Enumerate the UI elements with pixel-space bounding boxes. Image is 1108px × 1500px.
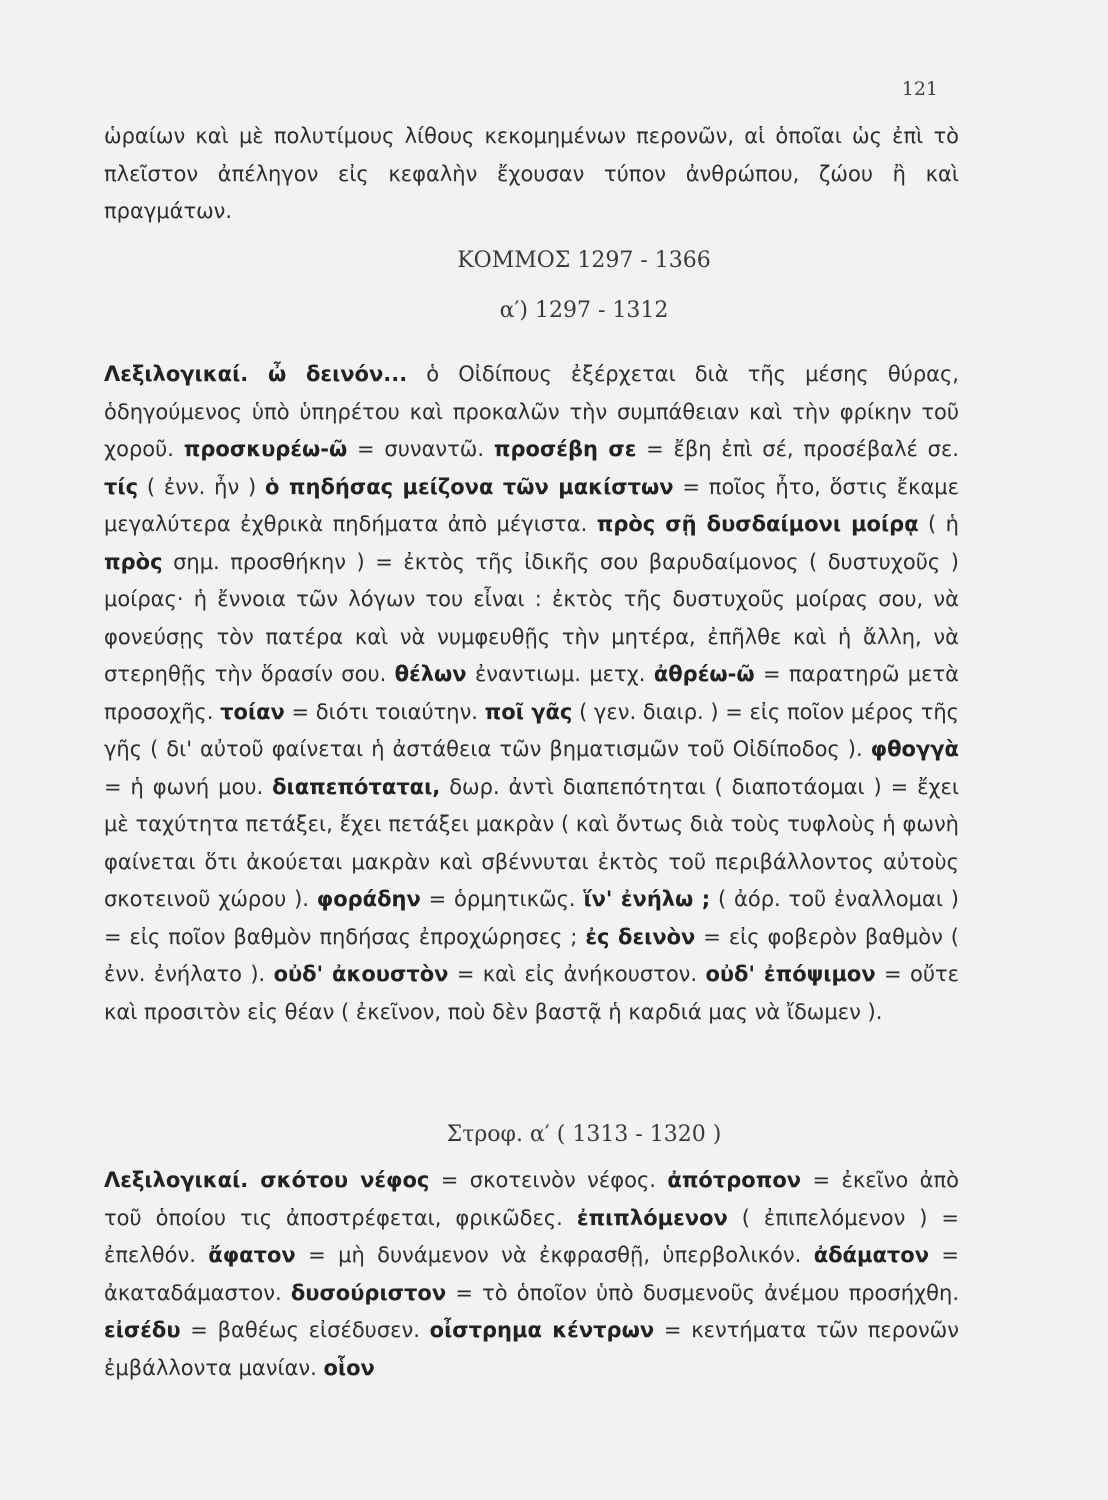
glossary-definition: = καὶ εἰς ἀνήκουστον. bbox=[448, 962, 706, 986]
glossary-term: οὐδ' ἀκουστὸν bbox=[273, 962, 449, 986]
page-number: 121 bbox=[901, 78, 938, 100]
glossary-definition: = βαθέως εἰσέδυσεν. bbox=[180, 1318, 430, 1342]
subsection-heading-1: α′) 1297 - 1312 bbox=[499, 298, 669, 323]
glossary-definition: ( γεν. διαιρ. ) = εἰς ποῖον μέρος τῆς γῆς ( δι' αὐτοῦ φαίνεται ἡ ἀστάθεια τῶν βηματισμῶν τοῦ Οἰδίποδος ). bbox=[104, 699, 959, 761]
glossary-definition: ( ἐπιπελόμενον ) = ἐπελθόν. bbox=[104, 1205, 959, 1267]
glossary-term: ἀθρέω-ῶ bbox=[653, 662, 755, 686]
glossary-definition: ἐναντιωμ. μετχ. bbox=[466, 662, 654, 686]
intro-paragraph bbox=[104, 118, 959, 231]
glossary-definition: ( ἡ bbox=[918, 512, 959, 536]
glossary-term: προσκυρέω-ῶ bbox=[183, 437, 348, 461]
glossary-definition: = ἔβη ἐπὶ σέ, προσέβαλέ σε. bbox=[636, 437, 959, 461]
glossary-term: ποῖ γᾶς bbox=[484, 699, 573, 724]
glossary-paragraph-2 bbox=[104, 1162, 959, 1387]
glossary-term: ἀδάματον bbox=[813, 1243, 929, 1267]
glossary-term: οἷον bbox=[323, 1355, 375, 1380]
glossary-definition: = τὸ ὁποῖον ὑπὸ δυσμενοῦς ἀνέμου προσήχθη. bbox=[446, 1280, 959, 1305]
glossary-term: ἀπότροπον bbox=[667, 1168, 802, 1192]
glossary-definition: ( ἀόρ. τοῦ ἐναλλομαι ) = εἰς ποῖον βαθμὸν πηδήσας ἐπροχώρησες ; bbox=[104, 887, 959, 949]
glossary-definition: = παρατηρῶ μετὰ προσοχῆς. bbox=[104, 662, 959, 724]
glossary-definition: = διότι τοιαύτην. bbox=[284, 699, 485, 724]
glossary-definition: σημ. προσθήκην ) = ἐκτὸς τῆς ἰδικῆς σου βαρυδαίμονος ( δυστυχοῦς ) μοίρας· ἡ ἔννοια τῶν λόγων του εἶναι : ἐκτὸς τῆς δυστυχοῦς μοίρας σου, νὰ φονεύσῃς τὸν πατέρα καὶ νὰ νυμφευθῇς τὴν μητέρα, ἐπῆλθε καὶ ἡ ἄλλη, νὰ στερηθῇς τὴν ὅρασίν σου. bbox=[104, 549, 959, 686]
glossary-definition: = ἀκαταδάμαστον. bbox=[104, 1243, 959, 1305]
glossary-term: ὁ πηδήσας μείζονα τῶν μακίστων bbox=[265, 474, 674, 499]
glossary-definition: = ποῖος ἦτο, ὅστις ἔκαμε μεγαλύτερα ἐχθρικὰ πηδήματα ἀπὸ μέγιστα. bbox=[104, 474, 960, 536]
section-heading-kommos: ΚΟΜΜΟΣ 1297 - 1366 bbox=[457, 248, 711, 273]
glossary-term: φοράδην bbox=[316, 887, 421, 911]
glossary-definition: = ἡ φωνή μου. bbox=[104, 774, 273, 799]
glossary-definition: = σκοτεινὸν νέφος. bbox=[429, 1168, 668, 1192]
glossary-term: ἵν' ἐνήλω ; bbox=[583, 887, 711, 911]
glossary-term: φθογγὰ bbox=[870, 737, 959, 761]
glossary-term: ἄφατον bbox=[208, 1243, 296, 1267]
glossary-definition: = μὴ δυνάμενον νὰ ἐκφρασθῇ, ὑπερβολικόν. bbox=[295, 1243, 814, 1267]
section-heading-stroph: Στροφ. α′ ( 1313 - 1320 ) bbox=[446, 1122, 722, 1147]
glossary-definition: ( ἐνν. ἦν ) bbox=[138, 474, 266, 499]
glossary-term: ἐς δεινὸν bbox=[585, 924, 696, 949]
glossary-term: δυσούριστον bbox=[290, 1280, 447, 1305]
glossary-definition: = ἐκεῖνο ἀπὸ τοῦ ὁποίου τις ἀποστρέφεται, φρικῶδες. bbox=[104, 1168, 960, 1230]
glossary-definition: = οὔτε καὶ προσιτὸν εἰς θέαν ( ἐκεῖνον, ποὺ δὲν βαστᾷ ἡ καρδιά μας νὰ ἴδωμεν ). bbox=[104, 962, 959, 1024]
intro-text: ὡραίων καὶ μὲ πολυτίμους λίθους κεκομημένων περονῶν, αἱ ὁποῖαι ὡς ἐπὶ τὸ πλεῖστον ἀπέληγον εἰς κεφαλὴν ἔχουσαν τύπον ἀνθρώπου, ζώου ἢ καὶ πραγμάτων. bbox=[104, 124, 959, 223]
glossary-term: ἐπιπλόμενον bbox=[576, 1205, 728, 1230]
glossary-paragraph-1 bbox=[104, 356, 959, 1031]
glossary-term: θέλων bbox=[394, 662, 467, 686]
glossary-definition: δωρ. ἀντὶ διαπεπότηται ( διαποτάομαι ) = ἔχει μὲ ταχύτητα πετάξει, ἔχει πετάξει μακρὰν ( καὶ ὄντως διὰ τοὺς τυφλοὺς ἡ φωνὴ φαίνεται ὅτι ἀκούεται μακρὰν καὶ σβέννυται ἐκτὸς τοῦ περιβάλλοντος αὐτοὺς σκοτεινοῦ χώρου ). bbox=[104, 774, 960, 911]
glossary-term: Λεξιλογικαί. ὦ δεινόν... bbox=[104, 362, 408, 386]
glossary-term: πρὸς σῇ δυσδαίμονι μοίρᾳ bbox=[596, 512, 919, 536]
glossary-term: οἶστρημα κέντρων bbox=[429, 1318, 655, 1342]
glossary-term: τίς bbox=[104, 474, 139, 499]
glossary-term: εἰσέδυ bbox=[104, 1318, 181, 1342]
glossary-term: οὐδ' ἐπόψιμον bbox=[705, 962, 876, 986]
glossary-definition: = κεντήματα τῶν περονῶν ἐμβάλλοντα μανίαν. bbox=[104, 1318, 959, 1380]
glossary-definition: = συναντῶ. bbox=[347, 437, 494, 461]
glossary-term: προσέβη σε bbox=[493, 437, 637, 461]
glossary-definition: = ὁρμητικῶς. bbox=[420, 887, 584, 911]
glossary-term: πρὸς bbox=[104, 549, 163, 574]
glossary-term: Λεξιλογικαί. σκότου νέφος bbox=[104, 1168, 430, 1192]
glossary-term: τοίαν bbox=[220, 699, 285, 724]
glossary-definition: = εἰς φοβερὸν βαθμὸν ( ἐνν. ἐνήλατο ). bbox=[104, 924, 959, 986]
glossary-definition: ὁ Οἰδίπους ἐξέρχεται διὰ τῆς μέσης θύρας, ὁδηγούμενος ὑπὸ ὑπηρέτου καὶ προκαλῶν τὴν συμπάθειαν καὶ τὴν φρίκην τοῦ χοροῦ. bbox=[104, 362, 959, 461]
glossary-term: διαπεπόταται, bbox=[272, 774, 441, 799]
